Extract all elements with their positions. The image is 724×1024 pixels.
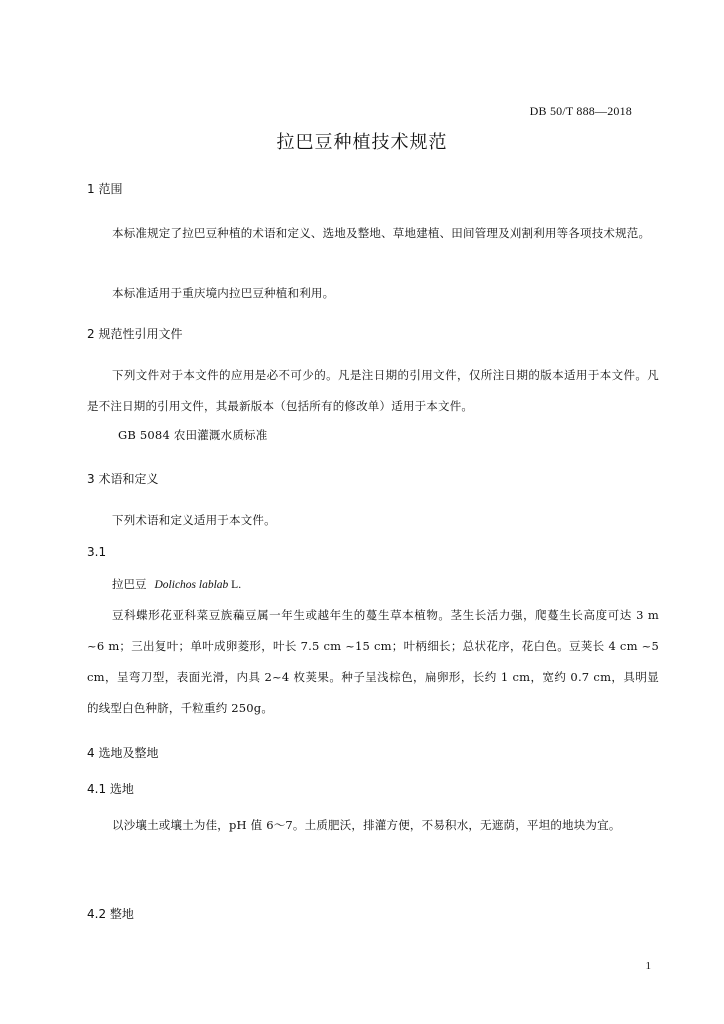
section-1-heading: 1 范围 bbox=[87, 182, 123, 196]
subsection-4-2-heading: 4.2 整地 bbox=[87, 907, 134, 921]
section-4-heading: 4 选地及整地 bbox=[87, 746, 159, 760]
section-3-paragraph-1: 下列术语和定义适用于本文件。 bbox=[112, 513, 276, 527]
term-latin-binomial: Dolichos lablab bbox=[154, 579, 229, 591]
subsection-4-1-paragraph: 以沙壤土或壤土为佳，pH 值 6～7。土质肥沃，排灌方便，不易积水，无遮荫，平坦的地块为宜。 bbox=[112, 818, 621, 832]
term-definition: 豆科蝶形花亚科菜豆族藊豆属一年生或越年生的蔓生草本植物。茎生长活力强，爬蔓生长高度可达 3 m ~6 m；三出复叶；单叶成卵菱形，叶长 7.5 cm ~15 cm；叶柄细长；总状花序，花白色。豆荚长 4 cm ~5 cm，呈弯刀型，表面光滑，内具 2~4 枚荚果。种子呈浅棕色，扁卵形，长约 1 cm，宽约 0.7 cm，具明显的线型白色种脐，千粒重约 250g。 bbox=[87, 608, 659, 715]
term-chinese-name: 拉巴豆 bbox=[112, 577, 147, 591]
page-number: 1 bbox=[645, 960, 651, 972]
normative-reference-1: GB 5084 农田灌溉水质标准 bbox=[118, 428, 268, 442]
section-1-paragraph-1: 本标准规定了拉巴豆种植的术语和定义、选地及整地、草地建植、田间管理及刈割利用等各项技术规范。 bbox=[112, 226, 651, 240]
term-latin-author: L. bbox=[228, 579, 242, 591]
term-entry bbox=[112, 576, 241, 592]
term-latin-name bbox=[155, 579, 242, 591]
standard-code: DB 50/T 888—2018 bbox=[529, 104, 632, 118]
subsection-4-1-heading: 4.1 选地 bbox=[87, 782, 134, 796]
subsection-3-1-heading: 3.1 bbox=[87, 545, 107, 559]
document-title: 拉巴豆种植技术规范 bbox=[276, 132, 448, 153]
section-3-heading: 3 术语和定义 bbox=[87, 472, 159, 486]
section-1-paragraph-2: 本标准适用于重庆境内拉巴豆种植和利用。 bbox=[112, 286, 335, 300]
section-2-paragraph-1: 下列文件对于本文件的应用是必不可少的。凡是注日期的引用文件，仅所注日期的版本适用于本文件。凡是不注日期的引用文件，其最新版本（包括所有的修改单）适用于本文件。 bbox=[87, 368, 659, 413]
section-2-heading: 2 规范性引用文件 bbox=[87, 327, 183, 341]
